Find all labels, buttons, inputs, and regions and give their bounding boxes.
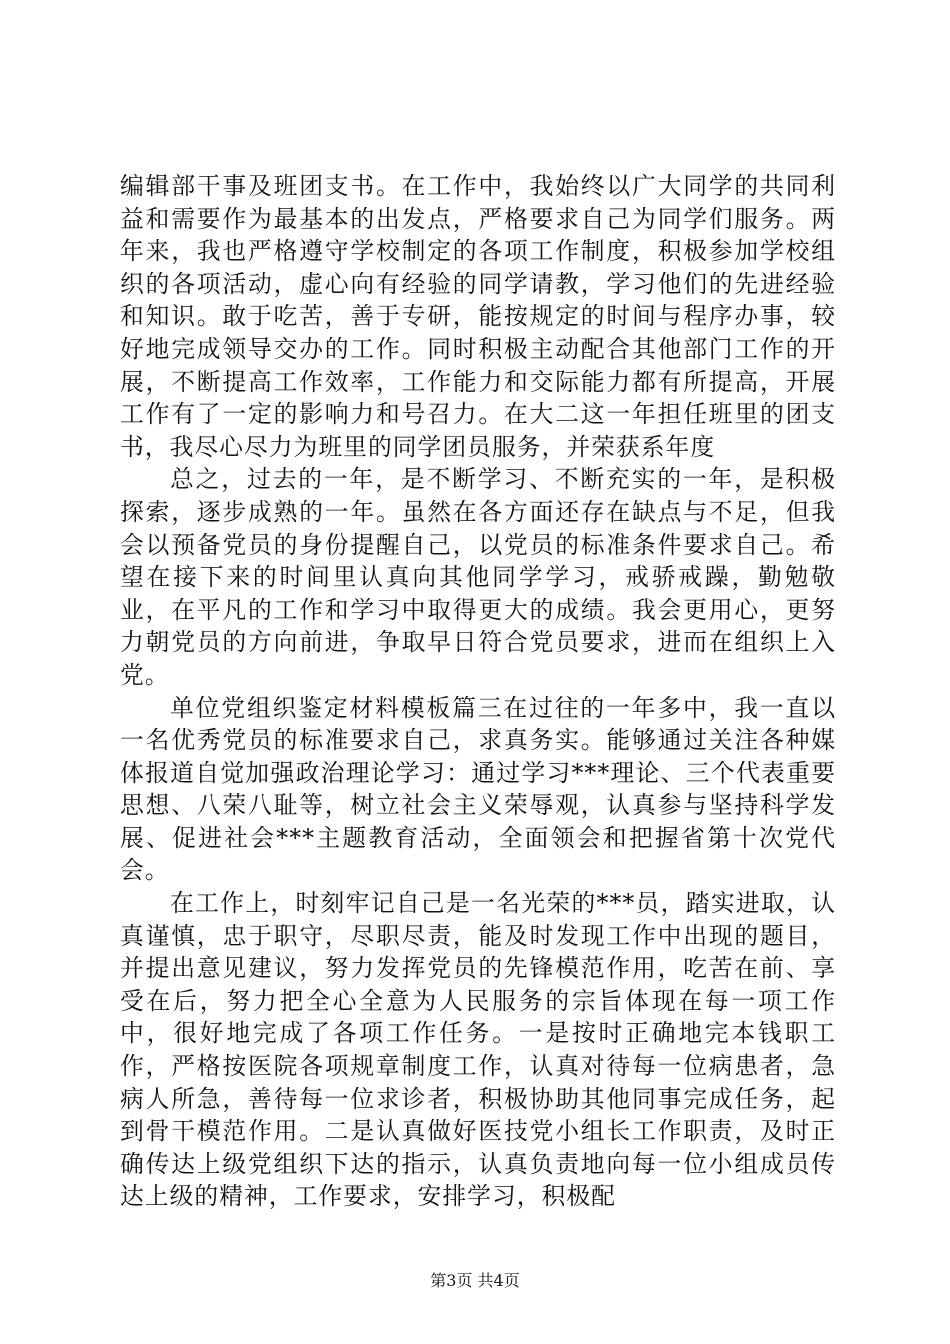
paragraph-3: 单位党组织鉴定材料模板篇三在过往的一年多中，我一直以一名优秀党员的标准要求自己，求真务实。能够通过关注各种媒体报道自觉加强政治理论学习：通过学习***理论、三个代表重要思想、八荣八耻等，树立社会主义荣辱观，认真参与坚持科学发展、促进社会***主题教育活动，全面领会和把握省第十次党代会。 xyxy=(120,693,836,885)
paragraph-2: 总之，过去的一年，是不断学习、不断充实的一年，是积极探索，逐步成熟的一年。虽然在各方面还存在缺点与不足，但我会以预备党员的身份提醒自己，以党员的标准条件要求自己。希望在接下来的时间里认真向其他同学学习，戒骄戒躁，勤勉敬业，在平凡的工作和学习中取得更大的成绩。我会更用心，更努力朝党员的方向前进，争取早日符合党员要求，进而在组织上入党。 xyxy=(120,465,836,689)
paragraph-1: 编辑部干事及班团支书。在工作中，我始终以广大同学的共同利益和需要作为最基本的出发点，严格要求自己为同学们服务。两年来，我也严格遵守学校制定的各项工作制度，积极参加学校组织的各项活动，虚心向有经验的同学请教，学习他们的先进经验和知识。敢于吃苦，善于专研，能按规定的时间与程序办事，较好地完成领导交办的工作。同时积极主动配合其他部门工作的开展，不断提高工作效率，工作能力和交际能力都有所提高，开展工作有了一定的影响力和号召力。在大二这一年担任班里的团支书，我尽心尽力为班里的同学团员服务，并荣获系年度 xyxy=(120,172,836,461)
document-body xyxy=(120,170,836,1213)
paragraph-4: 在工作上，时刻牢记自己是一名光荣的***员，踏实进取，认真谨慎，忠于职守，尽职尽责，能及时发现工作中出现的题目，并提出意见建议，努力发挥党员的先锋模范作用，吃苦在前、享受在后，努力把全心全意为人民服务的宗旨体现在每一项工作中，很好地完成了各项工作任务。一是按时正确地完本钱职工作，严格按医院各项规章制度工作，认真对待每一位病患者，急病人所急，善待每一位求诊者，积极协助其他同事完成任务，起到骨干模范作用。二是认真做好医技党小组长工作职责，及时正确传达上级党组织下达的指示，认真负责地向每一位小组成员传达上级的精神，工作要求，安排学习，积极配 xyxy=(120,889,836,1211)
page-number-footer: 第3页 共4页 xyxy=(430,1271,520,1290)
